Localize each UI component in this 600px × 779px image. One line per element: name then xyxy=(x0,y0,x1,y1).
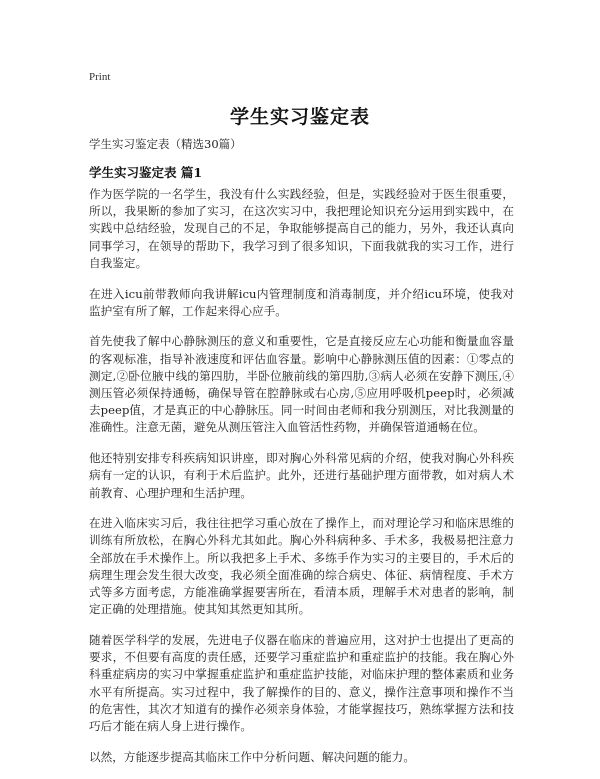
section-heading: 学生实习鉴定表 篇1 xyxy=(89,165,203,180)
paragraph-5: 在进入临床实习后，我往往把学习重心放在了操作上，而对理论学习和临床思维的训练有所放松，在胸心外科尤其如此。胸心外科病种多、手术多，我极易把注意力全部放在手术操作上。所以我把多上手术、多练手作为实习的主要目的，手术后的病理生理会发生很大改变，我必须全面准确的综合病史、体征、病情程度、手术方式等多方面考虑，方能准确掌握要害所在，看清本质，理解手术对患者的影响，制定正确的处理措施。使其知其然更知其所。 xyxy=(89,516,514,617)
paragraph-7: 以然，方能逐步提高其临床工作中分析问题、解决问题的能力。 xyxy=(89,749,416,764)
paragraph-3: 首先使我了解中心静脉测压的意义和重要性，它是直接反应左心功能和衡量血容量的客观标准，指导补液速度和评估血容量。影响中心静脉测压值的因素：①零点的测定,②卧位腋中线的第四肋，半卧位腋前线的第四肋,③病人必须在安静下测压,④测压管必须保持通畅，确保导管在腔静脉或右心房,⑤应用呼吸机peep时，必须减去peep值，才是真正的中心静脉压。同一时间由老师和我分别测压，对比我测量的准确性。注意无菌，避免从测压管注入血管活性药物，并确保管道通畅在位。 xyxy=(89,334,514,435)
paragraph-2: 在进入icu前带教师向我讲解icu内管理制度和消毒制度，并介绍icu环境，使我对监护室有所了解，工作起来得心应手。 xyxy=(89,286,514,318)
paragraph-1: 作为医学院的一名学生，我没有什么实践经验，但是，实践经验对于医生很重要，所以，我果断的参加了实习，在这次实习中，我把理论知识充分运用到实践中，在实践中总结经验，发现自己的不足，争取能够提高自己的能力，另外，我还认真向同事学习，在领导的帮助下，我学习到了很多知识，下面我就我的实习工作，进行自我鉴定。 xyxy=(89,187,514,270)
paragraph-4: 他还特别安排专科疾病知识讲座，即对胸心外科常见病的介绍，使我对胸心外科疾病有一定的认识，有利于术后监护。此外，还进行基础护理方面带教，如对病人术前教育、心理护理和生活护理。 xyxy=(89,451,514,500)
page-title: 学生实习鉴定表 xyxy=(229,106,370,128)
document-body xyxy=(89,186,514,779)
print-label[interactable]: Print xyxy=(89,71,111,83)
document-subtitle: 学生实习鉴定表（精选30篇） xyxy=(89,137,242,151)
paragraph-6: 随着医学科学的发展，先进电子仪器在临床的普遍应用，这对护士也提出了更高的要求，不但要有高度的责任感，还要学习重症监护和重症监护的技能。我在胸心外科重症病房的实习中掌握重症监护和重症监护技能，对临床护理的整体素质和业务水平有所提高。实习过程中，我了解操作的目的、意义，操作注意事项和操作不当的危害性，其次才知道有的操作必须亲身体验，才能掌握技巧，熟练掌握方法和技巧后才能在病人身上进行操作。 xyxy=(89,632,514,733)
